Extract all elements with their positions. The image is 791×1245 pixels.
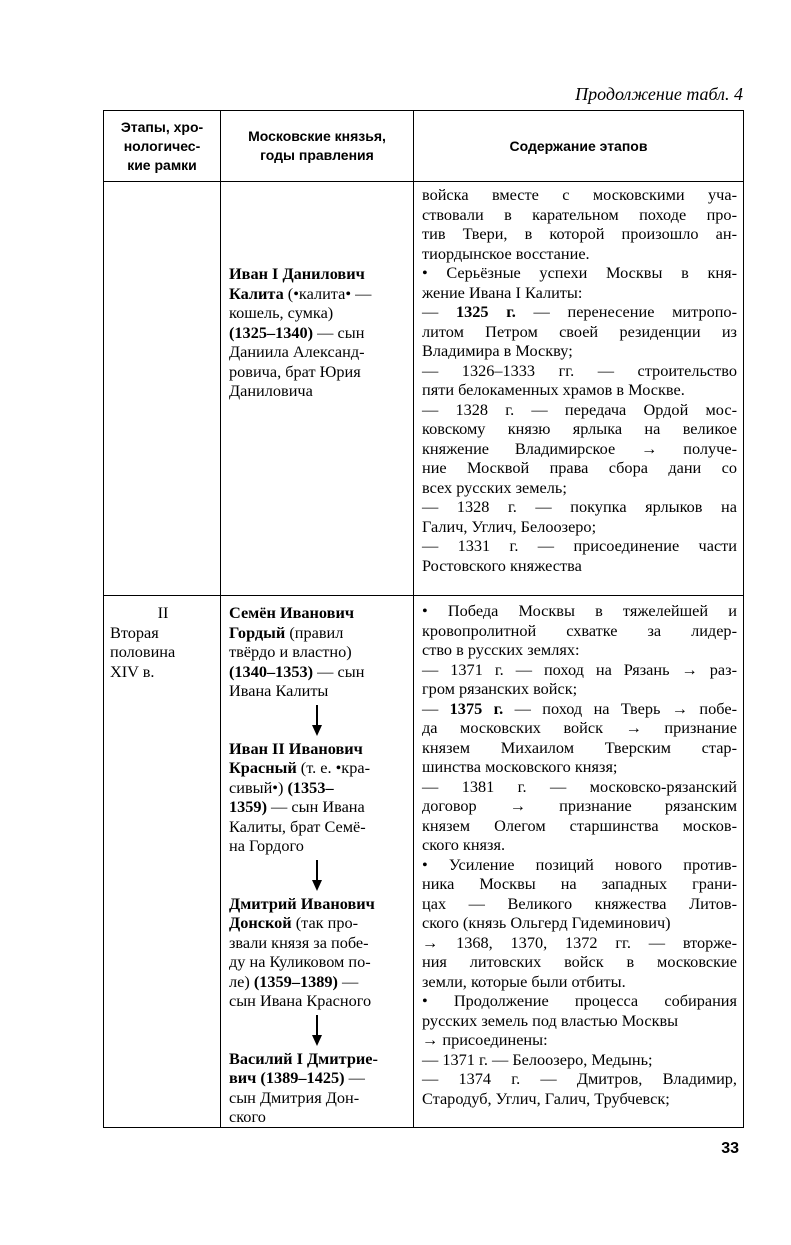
content-line: — 1375 г. — поход на Тверь → побе- (422, 698, 737, 718)
prince-line: сивый•) (1353– (229, 777, 334, 797)
content-line: • Усиление позиций нового против- (422, 854, 737, 874)
header-stages (104, 111, 221, 182)
prince-years-bold: (1353– (287, 777, 334, 797)
content-year-bold: 1325 г. (455, 302, 516, 321)
content-cell (414, 182, 744, 596)
content-line: всех русских земель; (422, 477, 567, 497)
header-content: Содержание этапов (414, 111, 744, 182)
content-line: Ростовского княжества (422, 555, 582, 575)
content-line: ствовали в карательном походе про- (422, 204, 737, 224)
content-line: Галич, Углич, Белоозеро; (422, 516, 597, 536)
prince-line: Иван II Иванович (229, 738, 363, 758)
prince-line: сын Ивана Красного (229, 991, 372, 1010)
content-line: ния литовских войск в московские (422, 952, 737, 971)
prince-name-bold: Красный (229, 758, 297, 777)
stage-cell (104, 596, 221, 1128)
stage-cell-empty (104, 182, 221, 596)
content-line: — 1325 г. — перенесение митропо- (422, 302, 737, 321)
prince-line: Иван I Данилович (229, 264, 365, 283)
content-line: → присоединены: (422, 1030, 548, 1049)
prince-line: твёрдо и властно) (229, 642, 352, 661)
prince-line: Красный (т. е. •кра- (229, 758, 370, 777)
content-line: — 1328 г. — передача Ордой мос- (422, 399, 737, 419)
header-stages-line: кие рамки (127, 156, 197, 173)
prince-years-bold: 1359) (229, 797, 267, 816)
prince-line: Калиты, брат Семё- (229, 816, 366, 836)
prince-line: сын Дмитрия Дон- (229, 1087, 360, 1107)
prince-line: ле) (1359–1389) — (229, 971, 359, 991)
stage-period: Вторая (110, 622, 159, 642)
prince-line: на Гордого (229, 836, 304, 855)
prince-line: Дмитрий Иванович (229, 893, 375, 913)
content-line: ника Москвы на западных грани- (422, 874, 737, 893)
content-line: Стародуб, Углич, Галич, Трубчевск; (422, 1088, 670, 1108)
table-row (104, 182, 744, 596)
prince-name-bold: Калита (229, 283, 284, 303)
prince-line: вич (1389–1425) — (229, 1068, 365, 1087)
header-stages-line: нологичес- (123, 137, 201, 154)
prince-line: Василий I Дмитрие- (229, 1048, 378, 1068)
down-arrow-icon (229, 856, 407, 894)
stage-period: XIV в. (110, 661, 155, 681)
content-year-bold: 1375 г. (449, 698, 504, 718)
content-cell (414, 596, 744, 1128)
content-line: гром рязанских войск; (422, 679, 578, 698)
content-line: • Победа Москвы в тяжелейшей и (422, 601, 737, 620)
prince-line: Семён Иванович (229, 603, 355, 622)
prince-cell (221, 596, 414, 1128)
content-line: кровопролитной схватке за лидер- (422, 620, 737, 640)
prince-line-rest: — сын (313, 322, 365, 342)
content-line: Владимира в Москву; (422, 341, 573, 360)
prince-line: Даниловича (229, 381, 313, 400)
prince-line: ского (229, 1107, 266, 1126)
prince-years-bold: (1340–1353) (229, 661, 314, 681)
prince-line: Ивана Калиты (229, 681, 329, 700)
content-line: — 1331 г. — присоединение части (422, 536, 737, 555)
content-line: ние Москвой права сбора дани со (422, 458, 737, 477)
content-line: князем Олегом старшинства москов- (422, 815, 737, 835)
prince-line-rest: (•калита• — (283, 283, 372, 303)
prince-years-bold: вич (1389–1425) (229, 1068, 345, 1087)
stage-number: II (157, 603, 169, 622)
prince-line: Донской (так про- (229, 913, 359, 932)
content-line: земли, которые были отбиты. (422, 971, 626, 991)
prince-line (229, 323, 407, 343)
prince-cell (221, 182, 414, 596)
content-line: княжение Владимирское → получе- (422, 438, 737, 458)
prince-line: (1340–1353) — сын (229, 661, 365, 681)
content-line: • Продолжение процесса собирания (422, 991, 737, 1010)
header-princes-line: Московские князья, (248, 128, 386, 144)
content-line: пяти белокаменных храмов в Москве. (422, 380, 685, 399)
content-line: ского (князь Ольгерд Гидеминович) (422, 913, 671, 932)
prince-name-bold: Гордый (229, 622, 286, 642)
content-line: • Серьёзные успехи Москвы в кня- (422, 263, 737, 282)
content-line: русских земель под властью Москвы (422, 1010, 679, 1030)
prince-line: кошель, сумка) (229, 303, 334, 322)
content-line: шинства московского князя; (422, 757, 618, 776)
prince-line: Гордый (правил (229, 622, 344, 642)
content-line: тиордынское восстание. (422, 243, 590, 263)
content-line: — 1328 г. — покупка ярлыков на (422, 497, 737, 516)
prince-line: звали князя за побе- (229, 932, 369, 952)
header-princes (221, 111, 414, 182)
history-table (103, 110, 744, 1128)
content-line: — 1381 г. — московско-рязанский (422, 776, 737, 796)
content-line: жение Ивана I Калиты: (422, 282, 583, 302)
content-line: ского князя. (422, 835, 506, 854)
content-line: цах — Великого княжества Литов- (422, 893, 737, 913)
prince-name-bold: Донской (229, 913, 292, 932)
content-line: ство в русских землях: (422, 640, 580, 659)
prince-line (229, 284, 407, 304)
down-arrow-icon (229, 1011, 407, 1049)
down-arrow-icon (229, 701, 407, 739)
content-line: князем Михаилом Тверским стар- (422, 737, 737, 757)
prince-line: Даниила Александ- (229, 342, 365, 361)
prince-years-bold: (1325–1340) (229, 322, 314, 342)
page-number: 33 (721, 1140, 739, 1157)
table-header-row (104, 111, 744, 182)
prince-line: 1359) — сын Ивана (229, 797, 365, 816)
prince-line: ду на Куликовом по- (229, 952, 371, 971)
content-line: тив Твери, в которой произошло ан- (422, 224, 737, 243)
content-line: — 1371 г. — Белоозеро, Медынь; (422, 1049, 653, 1069)
content-line: да московских войск → признание (422, 718, 737, 737)
table-row (104, 596, 744, 1128)
content-line: ковскому князю ярлыка на великое (422, 419, 737, 438)
content-line: войска вместе с московскими уча- (422, 185, 737, 204)
stage-period: половина (110, 642, 176, 661)
content-line: договор → признание рязанским (422, 796, 737, 815)
header-princes-line: годы правления (260, 147, 374, 163)
prince-line: ровича, брат Юрия (229, 361, 361, 381)
header-stages-line: Этапы, хро- (120, 118, 204, 135)
prince-years-bold: (1359–1389) (253, 971, 338, 991)
content-line: → 1368, 1370, 1372 гг. — вторже- (422, 932, 737, 952)
table-caption: Продолжение табл. 4 (575, 84, 743, 104)
content-line: литом Петром своей резиденции из (422, 321, 737, 341)
content-line: — 1374 г. — Дмитров, Владимир, (422, 1069, 737, 1088)
content-line: — 1371 г. — поход на Рязань → раз- (422, 659, 737, 679)
content-line: — 1326–1333 гг. — строительство (422, 360, 737, 380)
